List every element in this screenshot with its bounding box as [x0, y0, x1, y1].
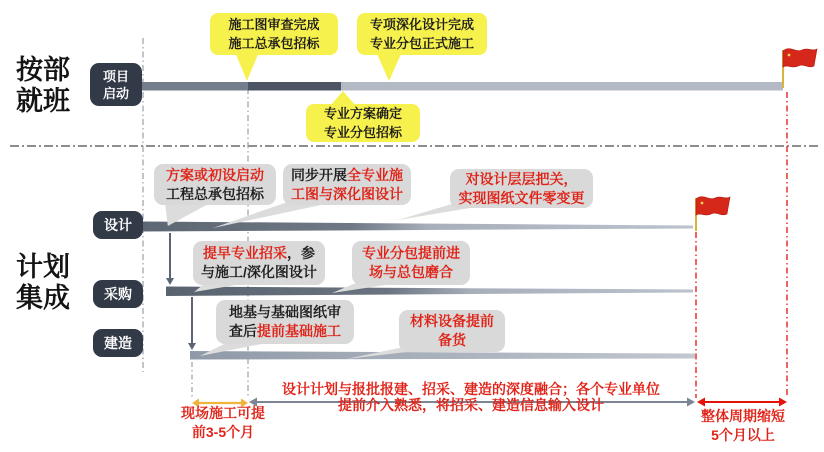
callout-scheme-set	[306, 104, 420, 142]
timeline-bar-procurement	[166, 287, 693, 297]
procurement-to-construction-arrow	[188, 297, 196, 350]
stage-box-design	[93, 211, 143, 239]
callout-line: 备货	[438, 332, 466, 348]
callout-line: 专业方案确定	[323, 106, 402, 121]
callout-line: 材料设备提前	[410, 313, 494, 329]
callout-line: 实现图纸文件零变更	[458, 189, 585, 206]
note-integration	[246, 381, 696, 413]
callout-foundation-early	[216, 300, 354, 344]
stage-box-construction	[93, 329, 143, 357]
note-line: 提前介入熟悉，将招采、建造信息输入设计	[338, 397, 604, 413]
callout-text: ，参	[287, 245, 315, 261]
shortened-range-arrow	[697, 398, 787, 407]
callout-zero-change	[450, 169, 593, 208]
callout-line: 场与总包磨合	[369, 264, 453, 280]
callout-text: 提前基础施工	[257, 323, 341, 339]
stage-label: 采购	[104, 286, 132, 302]
timeline-bar-construction	[190, 351, 695, 360]
stage-box-procurement	[93, 280, 143, 308]
callout-line: 专业分包正式施工	[369, 36, 474, 51]
callout-line: 专业分包招标	[323, 125, 402, 140]
timeline-bar-design	[143, 222, 693, 232]
callout-review-done	[210, 13, 338, 55]
callout-line: 专业分包提前进	[362, 245, 460, 261]
red-flag-icon-integrated	[695, 197, 730, 231]
callout-text: 全专业施	[347, 166, 403, 183]
stage-box-project-start	[90, 63, 142, 106]
callout-line: 方案或初设启动	[166, 166, 264, 183]
timeline-bar-overall	[142, 82, 783, 91]
note-line: 整体周期缩短	[701, 408, 785, 424]
callout-line: 工图与深化图设计	[291, 185, 403, 202]
callout-early-procurement	[193, 241, 325, 285]
callout-line: 专项深化设计完成	[369, 17, 474, 32]
note-line: 5个月以上	[711, 427, 775, 443]
callout-scheme-start	[154, 164, 276, 205]
callout-sub-early-entry	[352, 241, 470, 285]
callout-deepen-done	[357, 13, 487, 55]
callout-material-stock	[399, 310, 505, 352]
callout-line: 与施工/深化图设计	[201, 264, 317, 280]
callout-text: 同步开展	[291, 166, 347, 183]
section-label-integrated: 计划集成	[16, 252, 70, 313]
stage-label: 设计	[104, 217, 132, 233]
callout-parallel-design	[283, 164, 411, 205]
callout-line: 工程总承包招标	[166, 185, 264, 202]
callout-text: 提早专业招采	[203, 245, 287, 261]
callout-text: 查后	[229, 323, 257, 339]
red-flag-icon-stepwise	[782, 49, 817, 88]
stage-label: 项目启动	[102, 68, 129, 101]
callout-line: 地基与基础图纸审	[229, 304, 341, 320]
callout-line: 对设计层层把关，	[465, 170, 578, 187]
callout-line: 施工图审查完成	[228, 17, 320, 32]
design-to-procurement-arrow	[166, 233, 174, 285]
note-line: 现场施工可提	[181, 405, 265, 421]
section-label-stepwise: 按部就班	[16, 55, 70, 116]
callout-line: 施工总承包招标	[228, 36, 320, 51]
note-line: 设计计划与报批报建、招采、建造的深度融合；各个专业单位	[282, 381, 660, 397]
stage-label: 建造	[104, 335, 132, 351]
note-line: 前3-5个月	[191, 424, 255, 440]
note-overall-shortened	[687, 407, 799, 445]
